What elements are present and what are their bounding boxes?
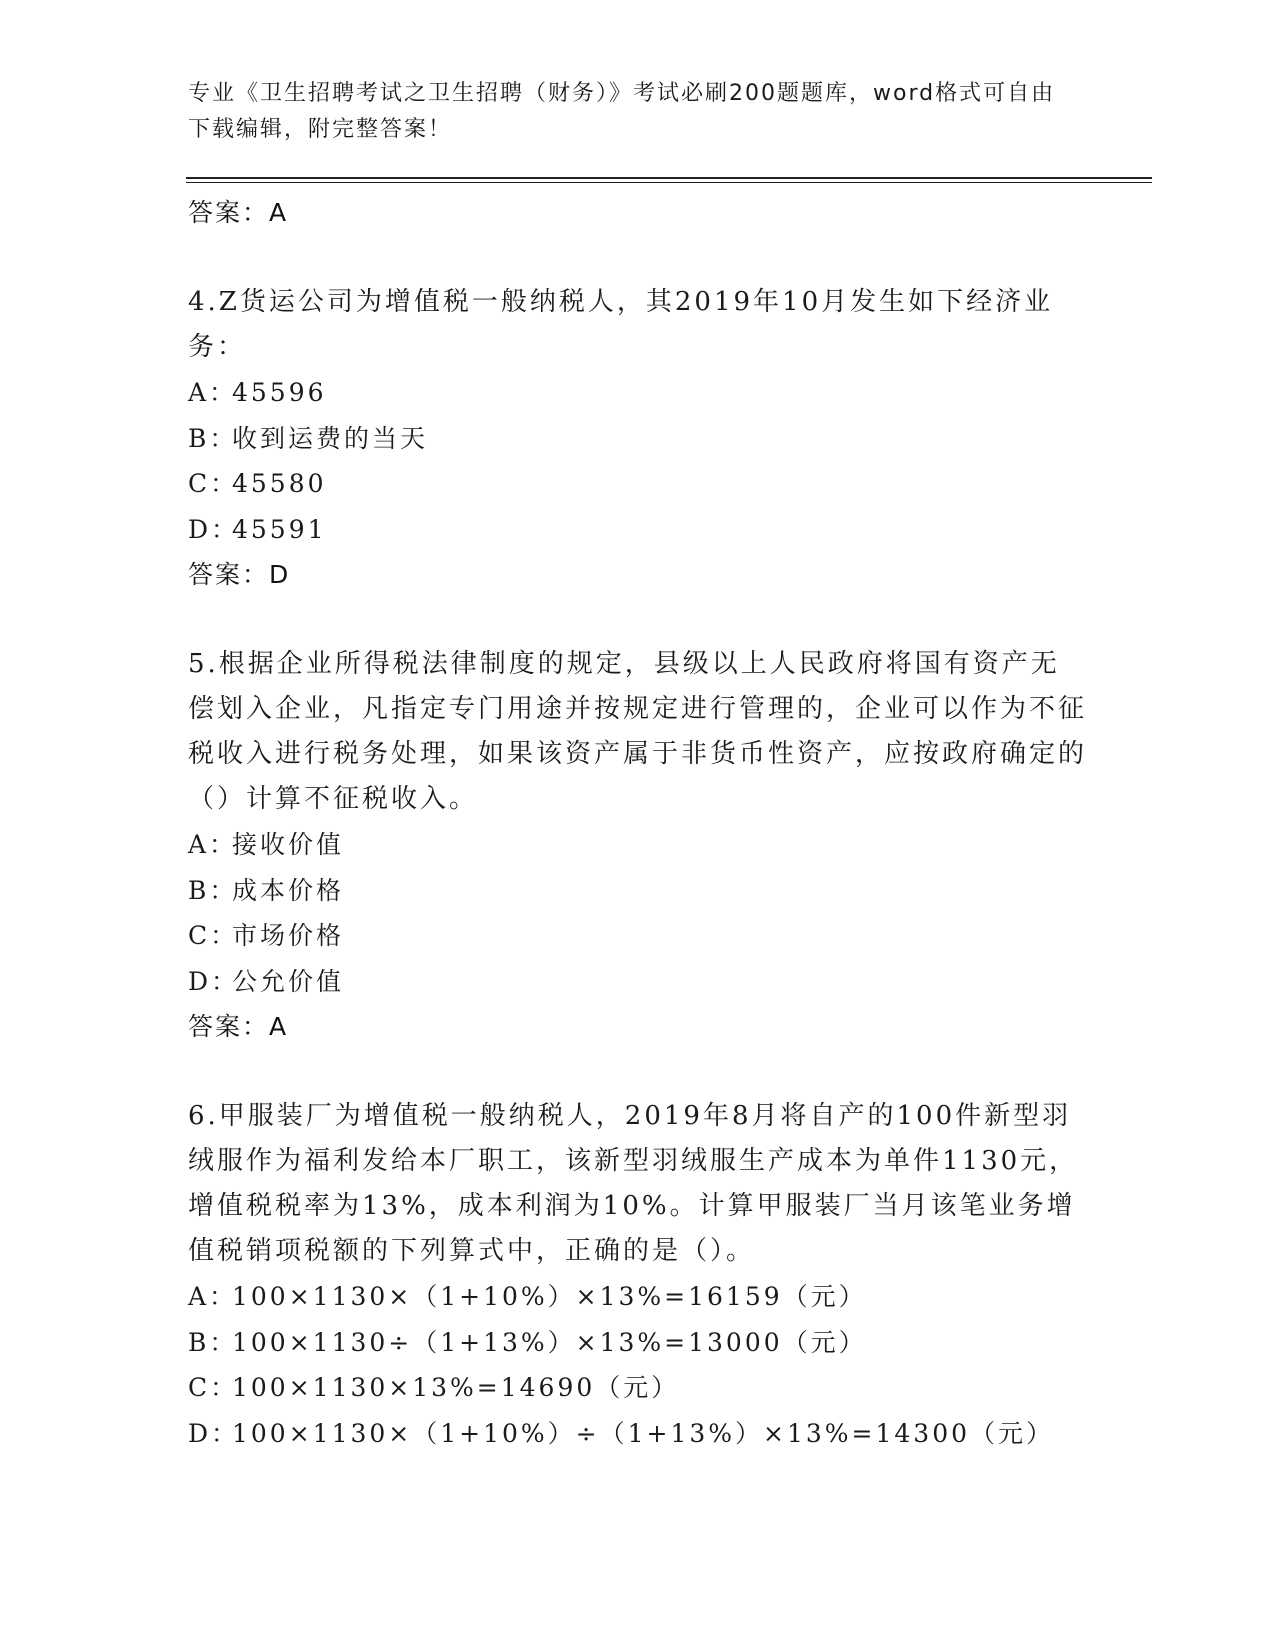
option-key: A： bbox=[188, 830, 238, 859]
option-key: C： bbox=[188, 921, 239, 950]
option-key: B： bbox=[188, 875, 238, 905]
question-list bbox=[188, 190, 1088, 1456]
option-text: 45591 bbox=[232, 514, 327, 544]
option-c bbox=[188, 461, 1088, 507]
question-text: 4.Z货运公司为增值税一般纳税人，其2019年10月发生如下经济业务： bbox=[188, 287, 1054, 362]
spacer bbox=[188, 1049, 1088, 1094]
option-key: C： bbox=[188, 469, 239, 498]
header-divider-thick bbox=[186, 177, 1152, 179]
option-d bbox=[188, 507, 1088, 553]
option-d bbox=[188, 959, 1088, 1005]
option-text: 接收价值 bbox=[232, 830, 345, 859]
spacer bbox=[188, 597, 1088, 642]
option-b bbox=[188, 416, 1088, 462]
option-text: 100×1130÷（1+13%）×13%=13000（元） bbox=[232, 1327, 867, 1357]
question-text: 5.根据企业所得税法律制度的规定，县级以上人民政府将国有资产无偿划入企业，凡指定专门用途并按规定进行管理的，企业可以作为不征税收入进行税务处理，如果该资产属于非货币性资产，应按政府确定的（）计算不征税收入。 bbox=[188, 649, 1088, 814]
option-a bbox=[188, 370, 1088, 416]
spacer bbox=[188, 235, 1088, 280]
option-key: B： bbox=[188, 423, 238, 453]
question-4 bbox=[188, 280, 1088, 597]
option-text: 公允价值 bbox=[232, 966, 345, 996]
question-6 bbox=[188, 1094, 1088, 1456]
answer-prev: 答案：A bbox=[188, 198, 289, 227]
option-text: 45596 bbox=[232, 378, 327, 407]
option-key: B： bbox=[188, 1327, 238, 1357]
option-text: 100×1130×（1+10%）×13%=16159（元） bbox=[232, 1282, 867, 1311]
option-text: 100×1130×（1+10%）÷（1+13%）×13%=14300（元） bbox=[232, 1418, 1055, 1448]
page-header: 专业《卫生招聘考试之卫生招聘（财务）》考试必刷200题题库，word格式可自由下载编辑，附完整答案！ bbox=[188, 81, 1056, 142]
option-text: 成本价格 bbox=[232, 875, 345, 905]
option-a bbox=[188, 1274, 1088, 1320]
header-divider-thin bbox=[186, 182, 1152, 183]
question-text: 6.甲服装厂为增值税一般纳税人，2019年8月将自产的100件新型羽绒服作为福利发给本厂职工，该新型羽绒服生产成本为单件1130元，增值税税率为13%，成本利润为10%。计算甲服装厂当月该笔业务增值税销项税额的下列算式中，正确的是（）。 bbox=[188, 1101, 1079, 1266]
option-key: C： bbox=[188, 1373, 239, 1402]
answer: 答案：D bbox=[188, 560, 291, 589]
option-key: A： bbox=[188, 378, 238, 407]
option-b bbox=[188, 868, 1088, 914]
option-key: A： bbox=[188, 1282, 238, 1311]
option-d bbox=[188, 1411, 1088, 1457]
option-c bbox=[188, 1365, 1088, 1411]
option-b bbox=[188, 1320, 1088, 1366]
option-text: 45580 bbox=[232, 469, 327, 498]
option-text: 市场价格 bbox=[232, 921, 345, 950]
option-key: D： bbox=[188, 1418, 240, 1448]
option-key: D： bbox=[188, 966, 240, 996]
option-key: D： bbox=[188, 514, 240, 544]
answer: 答案：A bbox=[188, 1012, 289, 1041]
option-c bbox=[188, 913, 1088, 959]
option-text: 收到运费的当天 bbox=[232, 423, 429, 453]
question-5 bbox=[188, 642, 1088, 1049]
option-a bbox=[188, 822, 1088, 868]
option-text: 100×1130×13%=14690（元） bbox=[232, 1373, 680, 1402]
